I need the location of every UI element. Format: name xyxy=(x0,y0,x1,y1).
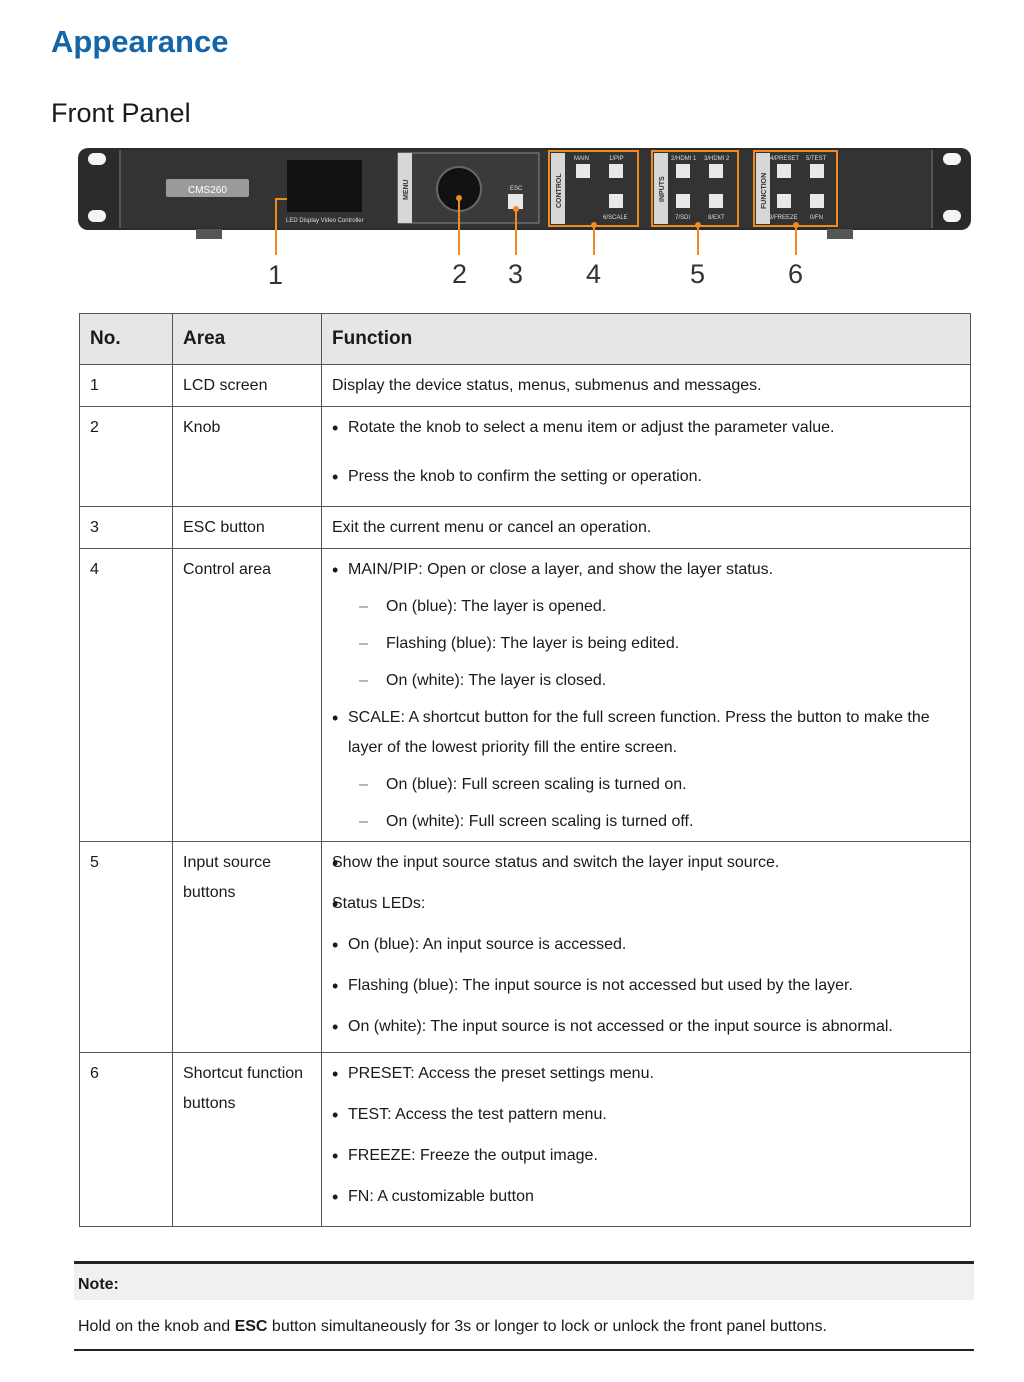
freeze-button xyxy=(777,194,791,208)
rack-hole-icon xyxy=(88,153,106,165)
btn-test-label: 5/TEST xyxy=(806,156,827,162)
btn-hdmi1-label: 2/HDMI 1 xyxy=(671,156,697,162)
row-function: Display the device status, menus, submenus and messages. xyxy=(322,365,971,407)
section-title: Front Panel xyxy=(51,98,191,128)
btn-sdi-label: 7/SDI xyxy=(675,215,691,221)
table-row xyxy=(80,549,971,842)
note-text-post: button simultaneously for 3s or longer to lock or unlock the front panel buttons. xyxy=(267,1318,827,1335)
callout-number-1: 1 xyxy=(268,260,284,290)
callout-number-3: 3 xyxy=(508,259,524,289)
lcd-caption: LED Display Video Controller xyxy=(286,218,364,224)
preset-button xyxy=(777,164,791,178)
btn-freeze-label: 9/FREEZE xyxy=(769,215,798,221)
table-row xyxy=(80,507,971,549)
row-area: LCD screen xyxy=(173,365,322,407)
ext-button xyxy=(709,194,723,208)
function-line: • Status LEDs: xyxy=(332,889,960,919)
note-text-bold: ESC xyxy=(234,1318,268,1335)
row-area: Input source buttons xyxy=(173,842,322,1053)
callout-number-4: 4 xyxy=(586,259,602,289)
menu-label: MENU xyxy=(403,179,410,200)
inputs-label: INPUTS xyxy=(659,176,666,202)
table-row xyxy=(80,842,971,1053)
row-area: Knob xyxy=(173,407,322,507)
bullet-item: • On (blue): An input source is accessed. xyxy=(332,930,960,960)
bullet-item: • MAIN/PIP: Open or close a layer, and show the layer status. xyxy=(332,555,960,585)
sub-item: – On (white): The layer is closed. xyxy=(332,670,960,692)
note-label: Note: xyxy=(78,1276,119,1293)
function-line: • Show the input source status and switch the layer input source. xyxy=(332,848,960,878)
hdmi2-button xyxy=(709,164,723,178)
row-no: 2 xyxy=(80,407,173,507)
main-button xyxy=(576,164,590,178)
note-text xyxy=(78,1318,827,1336)
header-no: No. xyxy=(80,314,173,365)
bullet-item: • Rotate the knob to select a menu item or adjust the parameter value. xyxy=(332,413,960,443)
fn-button xyxy=(810,194,824,208)
btn-preset-label: 4/PRESET xyxy=(770,156,800,162)
row-no: 4 xyxy=(80,549,173,842)
rack-hole-icon xyxy=(943,153,961,165)
bullet-item: • PRESET: Access the preset settings menu. xyxy=(332,1059,960,1089)
row-no: 6 xyxy=(80,1053,173,1227)
sub-item: – On (blue): Full screen scaling is turned on. xyxy=(332,774,960,796)
table-row xyxy=(80,1053,971,1227)
note-text-pre: Hold on the knob and xyxy=(78,1318,235,1335)
control-label: CONTROL xyxy=(556,173,563,208)
sub-item: – Flashing (blue): The layer is being edited. xyxy=(332,633,960,655)
scale-button xyxy=(609,194,623,208)
test-button xyxy=(810,164,824,178)
btn-scale-label: 6/SCALE xyxy=(603,215,628,221)
btn-fn-label: 0/FN xyxy=(810,215,824,221)
row-function xyxy=(322,549,971,842)
hdmi1-button xyxy=(676,164,690,178)
esc-label: ESC xyxy=(510,186,523,192)
table-header-row xyxy=(80,314,971,365)
page-title: Appearance xyxy=(51,24,229,59)
device-foot xyxy=(827,229,853,239)
row-function xyxy=(322,407,971,507)
callout-number-5: 5 xyxy=(690,259,706,289)
bullet-item: • TEST: Access the test pattern menu. xyxy=(332,1100,960,1130)
btn-pip-label: 1/PIP xyxy=(609,156,624,162)
lcd-screen xyxy=(287,160,362,212)
row-function xyxy=(322,842,971,1053)
sub-item: – On (blue): The layer is opened. xyxy=(332,596,960,618)
row-area: Control area xyxy=(173,549,322,842)
row-no: 1 xyxy=(80,365,173,407)
note-header-band xyxy=(74,1264,974,1300)
row-no: 3 xyxy=(80,507,173,549)
bullet-item: • SCALE: A shortcut button for the full screen function. Press the button to make the layer of the lowest priority fill the entire screen. xyxy=(332,703,960,763)
btn-main-label: MAIN xyxy=(574,156,589,162)
bullet-item: • FREEZE: Freeze the output image. xyxy=(332,1141,960,1171)
pip-button xyxy=(609,164,623,178)
btn-hdmi2-label: 3/HDMI 2 xyxy=(704,156,730,162)
callout-number-2: 2 xyxy=(452,259,468,289)
row-function: Exit the current menu or cancel an operation. xyxy=(322,507,971,549)
btn-ext-label: 8/EXT xyxy=(708,215,725,221)
rack-hole-icon xyxy=(943,210,961,222)
bullet-item: • Flashing (blue): The input source is not accessed but used by the layer. xyxy=(332,971,960,1001)
table-row xyxy=(80,365,971,407)
bullet-item: • On (white): The input source is not accessed or the input source is abnormal. xyxy=(332,1012,960,1042)
row-function xyxy=(322,1053,971,1227)
table-row xyxy=(80,407,971,507)
function-table xyxy=(79,313,971,1227)
row-area: Shortcut function buttons xyxy=(173,1053,322,1227)
header-area: Area xyxy=(173,314,322,365)
bullet-item: • FN: A customizable button xyxy=(332,1182,960,1212)
model-label: CMS260 xyxy=(188,185,227,196)
front-panel-figure xyxy=(0,140,1024,300)
header-function: Function xyxy=(322,314,971,365)
note-bottom-rule xyxy=(74,1349,974,1351)
rack-hole-icon xyxy=(88,210,106,222)
callout-number-6: 6 xyxy=(788,259,804,289)
device-foot xyxy=(196,229,222,239)
sub-item: – On (white): Full screen scaling is turned off. xyxy=(332,811,960,833)
row-area: ESC button xyxy=(173,507,322,549)
row-no: 5 xyxy=(80,842,173,1053)
sdi-button xyxy=(676,194,690,208)
bullet-item: • Press the knob to confirm the setting or operation. xyxy=(332,462,960,492)
function-label: FUNCTION xyxy=(761,172,768,209)
